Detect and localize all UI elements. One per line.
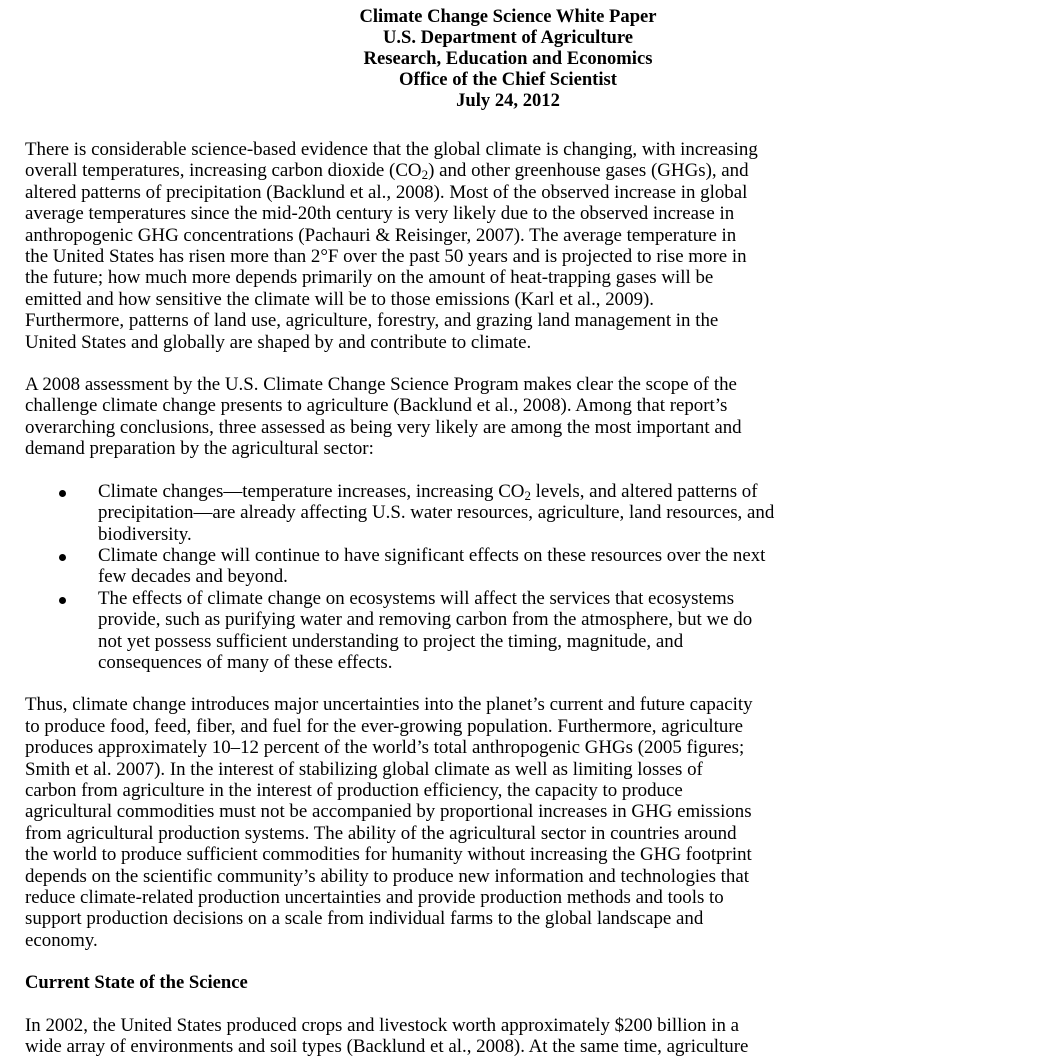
document-header: [25, 6, 991, 111]
section-heading: Current State of the Science: [25, 972, 248, 994]
bullet-icon: [59, 554, 66, 561]
document-title: Climate Change Science White Paper: [359, 6, 657, 27]
intro-paragraph: [25, 139, 1025, 353]
list-item: [25, 588, 1025, 674]
co2-subscript: 2: [421, 167, 429, 183]
intro-paragraph-text-a: There is considerable science-based evidence that the global climate is changing, with increasing overall temperatures, increasing carbon dioxide (CO: [25, 139, 758, 182]
list-item: [25, 481, 1025, 545]
document-date: July 24, 2012: [456, 90, 560, 111]
assessment-paragraph: A 2008 assessment by the U.S. Climate Change Science Program makes clear the scope of the challenge climate change presents to agriculture (Backlund et al., 2008). Among that report’s overarching conclusions, three assessed as being very likely are among the most important and demand preparation by the agricultural sector:: [25, 374, 742, 460]
bullet-icon: [59, 490, 66, 497]
conclusions-list: [25, 481, 1025, 674]
department-name: U.S. Department of Agriculture: [382, 27, 634, 48]
bullet-icon: [59, 597, 66, 604]
document-page: [25, 6, 1025, 1057]
list-item-text-a: Climate changes—temperature increases, increasing CO: [98, 480, 525, 502]
list-item-text-b: levels, and altered patterns of precipitation—are already affecting U.S. water resources, agriculture, land resources, and biodiversity.: [98, 480, 775, 545]
uncertainty-paragraph: Thus, climate change introduces major uncertainties into the planet’s current and future capacity to produce food, feed, fiber, and fuel for the ever-growing population. Furthermore, agriculture produces approximately 10–12 percent of the world’s total anthropogenic GHGs (2005 figures; Smith et al. 2007). In the interest of stabilizing global climate as well as limiting losses of carbon from agriculture in the interest of production efficiency, the capacity to produce agricultural commodities must not be accompanied by proportional increases in GHG emissions from agricultural production systems. The ability of the agricultural sector in countries around the world to produce sufficient commodities for humanity without increasing the GHG footprint depends on the scientific community’s ability to produce new information and technologies that reduce climate-related production uncertainties and provide production methods and tools to support production decisions on a scale from individual farms to the global landscape and economy.: [25, 694, 753, 951]
division-name: Research, Education and Economics: [363, 48, 653, 69]
list-item-text: Climate change will continue to have significant effects on these resources over the next few decades and beyond.: [98, 544, 766, 588]
list-item: [25, 545, 1025, 588]
current-state-paragraph: In 2002, the United States produced crops and livestock worth approximately $200 billion in a wide array of environments and soil types (Backlund et al., 2008). At the same time, agriculture: [25, 1014, 749, 1057]
list-item-text: The effects of climate change on ecosystems will affect the services that ecosystems provide, such as purifying water and removing carbon from the atmosphere, but we do not yet possess sufficient understanding to project the timing, magnitude, and consequences of many of these effects.: [98, 587, 753, 673]
office-name: Office of the Chief Scientist: [399, 69, 617, 90]
intro-paragraph-text-b: ) and other greenhouse gases (GHGs), and altered patterns of precipitation (Backlund et al., 2008). Most of the observed increase in global average temperatures since the mid-20th century is very likely due to the observed increase in anthropogenic GHG concentrations (Pachauri & Reisinger, 2007). The average temperature in the United States has risen more than 2°F over the past 50 years and is projected to rise more in the future; how much more depends primarily on the amount of heat-trapping gases will be emitted and how sensitive the climate will be to those emissions (Karl et al., 2009). Furthermore, patterns of land use, agriculture, forestry, and grazing land management in the United States and globally are shaped by and contribute to climate.: [25, 160, 749, 353]
co2-subscript: 2: [524, 487, 531, 503]
